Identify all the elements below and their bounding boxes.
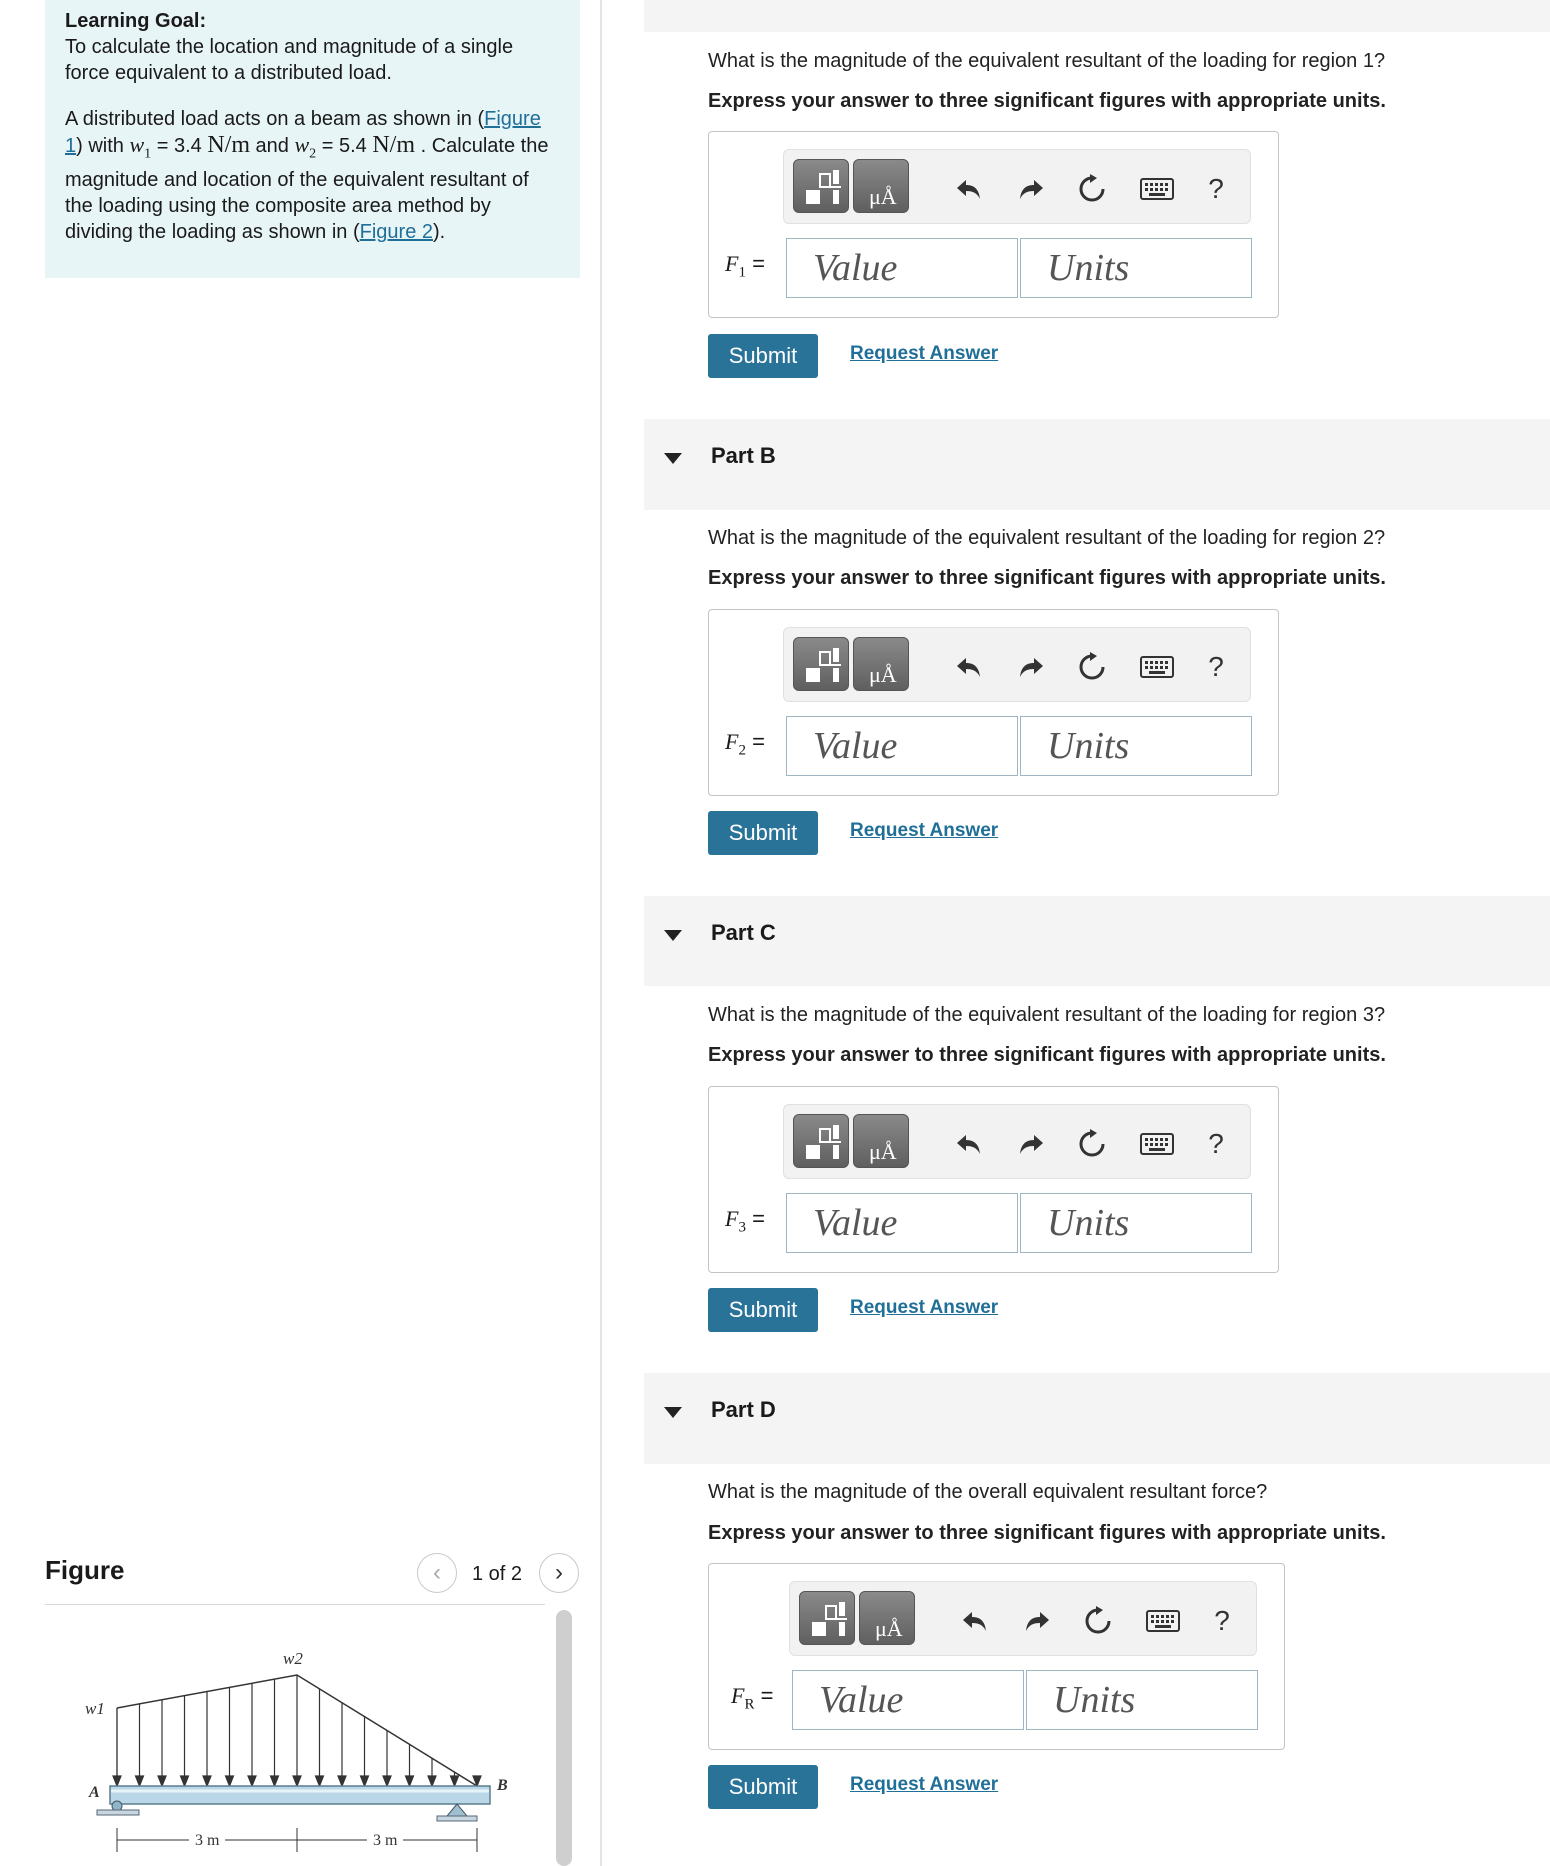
instruction-text: Express your answer to three significant figures with appropriate units.	[708, 1044, 1386, 1066]
dimension-label-2: 3 m	[373, 1832, 398, 1849]
templates-icon	[794, 1115, 850, 1169]
request-answer-link[interactable]: Request Answer	[850, 1297, 999, 1318]
redo-icon[interactable]	[1014, 172, 1048, 206]
load-arrow-head	[316, 1776, 324, 1786]
load-arrow-head	[338, 1776, 346, 1786]
templates-button[interactable]	[793, 159, 849, 213]
templates-button[interactable]	[799, 1591, 855, 1645]
w2-value: 5.4	[338, 135, 367, 157]
question-text: What is the magnitude of the equivalent resultant of the loading for region 1?	[708, 50, 1386, 72]
label-w2: w2	[283, 1649, 303, 1668]
request-answer-link[interactable]: Request Answer	[850, 820, 999, 841]
units-input[interactable]: Units	[1020, 1193, 1252, 1253]
figure-2-link[interactable]: Figure 2	[359, 221, 434, 244]
load-arrow-head	[406, 1776, 414, 1786]
load-arrow-head	[203, 1776, 211, 1786]
w2-unit: N/m	[372, 132, 416, 158]
load-arrow-head	[226, 1776, 234, 1786]
caret-down-icon[interactable]	[664, 453, 682, 464]
units-button[interactable]	[853, 1114, 909, 1168]
math-toolbar	[783, 627, 1251, 702]
undo-icon[interactable]	[952, 172, 986, 206]
instruction-text: Express your answer to three significant figures with appropriate units.	[708, 1522, 1386, 1544]
chevron-left-icon: ‹	[433, 1559, 441, 1586]
answer-variable: $F_3$ =	[725, 1206, 765, 1236]
submit-button[interactable]: Submit	[708, 1765, 818, 1809]
reset-icon[interactable]	[1081, 1604, 1115, 1638]
templates-icon	[794, 638, 850, 692]
reset-icon[interactable]	[1075, 650, 1109, 684]
question-text: What is the magnitude of the overall equivalent resultant force?	[708, 1481, 1268, 1503]
redo-icon[interactable]	[1020, 1604, 1054, 1638]
load-arrow-head	[451, 1776, 459, 1786]
w1-unit: N/m	[207, 132, 250, 158]
instruction-text: Express your answer to three significant figures with appropriate units.	[708, 90, 1386, 112]
templates-icon	[800, 1592, 856, 1646]
submit-button[interactable]: Submit	[708, 334, 818, 378]
help-icon[interactable]: ?	[1214, 1605, 1230, 1636]
help-icon[interactable]: ?	[1208, 651, 1224, 682]
units-input[interactable]: Units	[1026, 1670, 1258, 1730]
support-b	[447, 1804, 467, 1816]
part-header-band	[644, 896, 1550, 986]
answer-variable: $F_1$ =	[725, 251, 765, 281]
load-arrow-head	[361, 1776, 369, 1786]
units-icon	[860, 1592, 916, 1646]
units-button[interactable]	[853, 159, 909, 213]
problem-statement: A distributed load acts on a beam as shown in (Figure 1) with $w_1 = 3.4$ N/m and $w_2 = 5.4$ N/m . Calculate the magnitude and location of the equivalent resultant of the loading using the composite area method by dividing the loading as shown in (Figure 2).	[65, 108, 549, 244]
chevron-right-icon: ›	[555, 1559, 563, 1586]
reset-icon[interactable]	[1075, 1127, 1109, 1161]
units-input[interactable]: Units	[1020, 238, 1252, 298]
request-answer-link[interactable]: Request Answer	[850, 343, 999, 364]
label-a: A	[89, 1784, 100, 1801]
keyboard-icon[interactable]	[1143, 1604, 1183, 1638]
w1-value: 3.4	[173, 135, 202, 157]
math-toolbar	[783, 1104, 1251, 1179]
submit-button[interactable]: Submit	[708, 811, 818, 855]
label-w1: w1	[85, 1699, 105, 1718]
units-icon	[854, 160, 910, 214]
next-figure-button[interactable]	[539, 1553, 579, 1593]
svg-text:μÅ: μÅ	[869, 662, 897, 687]
answer-variable: $F_R$ =	[731, 1683, 774, 1713]
part-label: Part C	[711, 920, 776, 945]
svg-text:μÅ: μÅ	[875, 1616, 903, 1641]
figure-1-link[interactable]: Figure 1	[65, 108, 541, 157]
part-header-band	[644, 0, 1550, 32]
load-arrow-head	[158, 1776, 166, 1786]
units-icon	[854, 638, 910, 692]
support-b-base	[437, 1816, 477, 1821]
part-header-band	[644, 1373, 1550, 1464]
figure-scrollbar[interactable]	[556, 1610, 572, 1866]
svg-text:μÅ: μÅ	[869, 184, 897, 209]
svg-text:μÅ: μÅ	[869, 1139, 897, 1164]
undo-icon[interactable]	[952, 650, 986, 684]
load-arrow-head	[113, 1776, 121, 1786]
question-text: What is the magnitude of the equivalent resultant of the loading for region 2?	[708, 527, 1386, 549]
math-toolbar	[789, 1581, 1257, 1656]
templates-button[interactable]	[793, 1114, 849, 1168]
previous-figure-button[interactable]	[417, 1553, 457, 1593]
learning-goal-text: To calculate the location and magnitude of a single force equivalent to a distributed load.	[65, 36, 514, 84]
learning-goal-title: Learning Goal:	[65, 10, 207, 32]
support-a-base	[97, 1810, 139, 1815]
figure-title: Figure	[45, 1555, 125, 1585]
undo-icon[interactable]	[952, 1127, 986, 1161]
load-arrow-head	[383, 1776, 391, 1786]
value-input[interactable]: Value	[786, 238, 1018, 298]
part-header-band	[644, 419, 1550, 510]
value-input[interactable]: Value	[786, 716, 1018, 776]
load-arrow-head	[136, 1776, 144, 1786]
reset-icon[interactable]	[1075, 172, 1109, 206]
dimension-label-1: 3 m	[195, 1832, 220, 1849]
instruction-text: Express your answer to three significant figures with appropriate units.	[708, 567, 1386, 589]
keyboard-icon[interactable]	[1137, 1127, 1177, 1161]
value-input[interactable]: Value	[792, 1670, 1024, 1730]
redo-icon[interactable]	[1014, 1127, 1048, 1161]
part-label: Part B	[711, 443, 776, 468]
units-button[interactable]	[853, 637, 909, 691]
beam	[110, 1786, 490, 1804]
help-icon[interactable]: ?	[1208, 173, 1224, 204]
value-input[interactable]: Value	[786, 1193, 1018, 1253]
figure-divider	[45, 1604, 545, 1605]
keyboard-icon[interactable]	[1137, 650, 1177, 684]
load-arrow-head	[271, 1776, 279, 1786]
load-arrow-head	[248, 1776, 256, 1786]
help-icon[interactable]: ?	[1208, 1128, 1224, 1159]
units-icon	[854, 1115, 910, 1169]
caret-down-icon[interactable]	[664, 930, 682, 941]
part-label: Part D	[711, 1397, 776, 1422]
question-text: What is the magnitude of the equivalent resultant of the loading for region 3?	[708, 1004, 1386, 1026]
learning-goal-panel	[45, 0, 580, 278]
figure-header	[45, 1545, 580, 1600]
load-arrow-head	[428, 1776, 436, 1786]
w2-symbol: $w_2$	[294, 132, 317, 162]
units-input[interactable]: Units	[1020, 716, 1252, 776]
redo-icon[interactable]	[1014, 650, 1048, 684]
templates-icon	[794, 160, 850, 214]
load-arrows	[113, 1675, 481, 1786]
figure-counter: 1 of 2	[472, 1563, 523, 1585]
keyboard-icon[interactable]	[1137, 172, 1177, 206]
answer-variable: $F_2$ =	[725, 729, 765, 759]
w1-symbol: $w_1$	[129, 132, 152, 162]
undo-icon[interactable]	[958, 1604, 992, 1638]
label-b: B	[497, 1777, 508, 1794]
column-divider	[600, 0, 602, 1866]
units-button[interactable]	[859, 1591, 915, 1645]
math-toolbar	[783, 149, 1251, 224]
templates-button[interactable]	[793, 637, 849, 691]
submit-button[interactable]: Submit	[708, 1288, 818, 1332]
load-arrow-head	[293, 1776, 301, 1786]
beam-figure	[45, 1620, 555, 1866]
caret-down-icon[interactable]	[664, 1407, 682, 1418]
request-answer-link[interactable]: Request Answer	[850, 1774, 999, 1795]
load-arrow-head	[181, 1776, 189, 1786]
